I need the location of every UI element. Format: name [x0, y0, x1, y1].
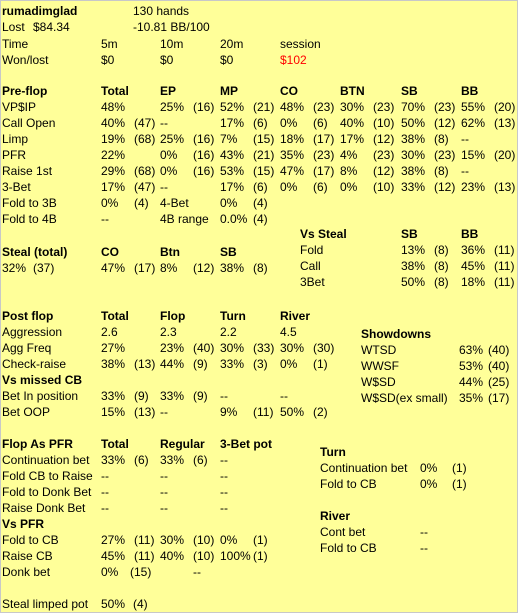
- preflop-cell: 0%: [160, 148, 178, 162]
- steal-cell: 47%: [101, 261, 126, 275]
- flop-pfr-header-cell: 3-Bet pot: [220, 437, 272, 451]
- vs-pfr-cell: (1): [253, 549, 268, 563]
- preflop-header-cell: BTN: [340, 84, 365, 98]
- preflop-cell: 17%: [220, 180, 245, 194]
- preflop-cell: (23): [434, 100, 456, 114]
- vs-steal-row-label: Fold: [300, 243, 324, 257]
- preflop-cell: 38%: [401, 164, 426, 178]
- missed-cb-cell: (13): [134, 405, 156, 419]
- preflop-cell: 33%: [401, 180, 426, 194]
- missed-cb-row-label: Bet OOP: [2, 405, 51, 419]
- preflop-header-cell: Pre-flop: [2, 84, 48, 98]
- vs-steal-row-label: 3Bet: [300, 275, 325, 289]
- flop-pfr-cell: --: [101, 485, 109, 499]
- postflop-cell: (1): [313, 357, 328, 371]
- preflop-cell: (10): [373, 180, 395, 194]
- flop-pfr-header-cell: Total: [101, 437, 129, 451]
- showdown-n: (40): [488, 343, 510, 357]
- postflop-cell: 44%: [160, 357, 185, 371]
- steal-col-sb: SB: [220, 245, 237, 259]
- missed-cb-cell: (9): [193, 389, 208, 403]
- turn-row-n: (1): [452, 461, 467, 475]
- preflop-cell: 17%: [220, 116, 245, 130]
- flop-pfr-cell: (6): [134, 453, 149, 467]
- flop-pfr-cell: --: [160, 485, 168, 499]
- preflop-cell: (4): [134, 196, 149, 210]
- steal-total-n: (37): [33, 261, 55, 275]
- preflop-cell: 19%: [101, 132, 126, 146]
- postflop-header-cell: River: [280, 309, 311, 323]
- flop-pfr-row-label: Fold CB to Raise: [2, 469, 93, 483]
- postflop-cell: 2.3: [160, 325, 177, 339]
- preflop-header-cell: EP: [160, 84, 177, 98]
- time-col-session: session: [280, 37, 321, 51]
- wonlost-label: Won/lost: [2, 53, 49, 67]
- flop-pfr-cell: --: [220, 469, 228, 483]
- postflop-cell: (30): [313, 341, 335, 355]
- vs-pfr-cell: 0%: [101, 565, 119, 579]
- vs-pfr-cell: (11): [134, 549, 155, 563]
- preflop-row-label: VP$IP: [2, 100, 37, 114]
- preflop-cell: 0.0%: [220, 212, 248, 226]
- preflop-cell: --: [160, 180, 168, 194]
- vs-pfr-cell: (10): [193, 533, 215, 547]
- preflop-cell: --: [461, 164, 469, 178]
- preflop-header-cell: MP: [220, 84, 238, 98]
- river-row-value: --: [420, 541, 428, 555]
- vs-steal-cell: (8): [434, 275, 449, 289]
- turn-title: Turn: [320, 445, 346, 459]
- flop-pfr-cell: (6): [193, 453, 208, 467]
- preflop-cell: 25%: [160, 100, 185, 114]
- preflop-cell: 4-Bet: [160, 196, 189, 210]
- river-row-label: Cont bet: [320, 525, 366, 539]
- river-title: River: [320, 509, 351, 523]
- steal-cell: 8%: [160, 261, 178, 275]
- postflop-cell: 2.6: [101, 325, 118, 339]
- preflop-cell: (23): [313, 148, 335, 162]
- preflop-row-label: Raise 1st: [2, 164, 53, 178]
- time-col-5m: 5m: [101, 37, 118, 51]
- preflop-cell: (6): [313, 116, 328, 130]
- preflop-cell: (16): [193, 164, 215, 178]
- postflop-header-cell: Total: [101, 309, 129, 323]
- preflop-cell: (16): [193, 148, 215, 162]
- steal-cell: 38%: [220, 261, 245, 275]
- preflop-cell: 30%: [340, 100, 365, 114]
- missed-cb-cell: --: [220, 389, 228, 403]
- showdown-label: W$SD(ex small): [361, 391, 448, 405]
- flop-pfr-cell: --: [101, 501, 109, 515]
- preflop-cell: (47): [134, 180, 156, 194]
- vs-pfr-cell: 40%: [160, 549, 185, 563]
- steal-limped-label: Steal limped pot: [2, 597, 89, 611]
- preflop-cell: (23): [313, 100, 335, 114]
- vs-steal-col-sb: SB: [401, 227, 418, 241]
- missed-cb-cell: --: [280, 389, 288, 403]
- wonlost-10m: $0: [160, 53, 174, 67]
- preflop-cell: 17%: [340, 132, 365, 146]
- preflop-cell: 47%: [280, 164, 305, 178]
- preflop-cell: (13): [494, 116, 516, 130]
- preflop-cell: (6): [313, 180, 328, 194]
- turn-row-value: 0%: [420, 461, 438, 475]
- vs-steal-cell: (8): [434, 259, 449, 273]
- postflop-header-cell: Turn: [220, 309, 246, 323]
- showdown-value: 44%: [459, 375, 484, 389]
- preflop-cell: 23%: [461, 180, 486, 194]
- preflop-cell: (12): [373, 164, 395, 178]
- preflop-cell: 48%: [101, 100, 126, 114]
- vs-pfr-cell: 0%: [220, 533, 238, 547]
- preflop-cell: (20): [494, 100, 516, 114]
- vs-pfr-cell: (10): [193, 549, 215, 563]
- flop-pfr-cell: --: [220, 485, 228, 499]
- flop-pfr-cell: --: [220, 453, 228, 467]
- missed-cb-cell: 33%: [160, 389, 185, 403]
- showdown-n: (40): [488, 359, 510, 373]
- preflop-cell: 52%: [220, 100, 245, 114]
- flop-pfr-row-label: Fold to Donk Bet: [2, 485, 92, 499]
- lost-amount: $84.34: [33, 20, 70, 34]
- vs-steal-cell: 18%: [461, 275, 486, 289]
- flop-pfr-row-label: Raise Donk Bet: [2, 501, 86, 515]
- preflop-header-cell: CO: [280, 84, 298, 98]
- preflop-cell: 70%: [401, 100, 426, 114]
- vs-steal-col-bb: BB: [461, 227, 479, 241]
- player-name: rumadimglad: [2, 4, 78, 18]
- vs-steal-cell: (11): [494, 259, 515, 273]
- preflop-cell: (4): [253, 212, 268, 226]
- preflop-cell: --: [461, 132, 469, 146]
- preflop-cell: 0%: [160, 164, 178, 178]
- wonlost-20m: $0: [220, 53, 234, 67]
- lost-label: Lost: [2, 20, 25, 34]
- preflop-cell: 15%: [461, 148, 486, 162]
- postflop-cell: (40): [193, 341, 215, 355]
- preflop-cell: (17): [313, 164, 335, 178]
- preflop-cell: (17): [313, 132, 335, 146]
- vs-steal-cell: (11): [494, 243, 515, 257]
- steal-col-btn: Btn: [160, 245, 180, 259]
- vs-pfr-cell: 27%: [101, 533, 126, 547]
- preflop-cell: (20): [494, 148, 516, 162]
- postflop-header-cell: Post flop: [2, 309, 54, 323]
- preflop-header-cell: Total: [101, 84, 129, 98]
- preflop-cell: 35%: [280, 148, 305, 162]
- flop-pfr-cell: --: [160, 469, 168, 483]
- preflop-cell: --: [101, 212, 109, 226]
- vs-pfr-cell: (11): [134, 533, 155, 547]
- showdown-value: 53%: [459, 359, 484, 373]
- preflop-cell: 25%: [160, 132, 185, 146]
- vs-pfr-cell: 100%: [220, 549, 251, 563]
- postflop-cell: 4.5: [280, 325, 297, 339]
- preflop-cell: 4%: [340, 148, 358, 162]
- vs-steal-cell: 45%: [461, 259, 486, 273]
- postflop-row-label: Aggression: [2, 325, 63, 339]
- vs-pfr-cell: --: [193, 565, 201, 579]
- flop-pfr-cell: 33%: [160, 453, 185, 467]
- vs-steal-row-label: Call: [300, 259, 321, 273]
- preflop-cell: 0%: [280, 180, 298, 194]
- turn-row-n: (1): [452, 477, 467, 491]
- postflop-cell: 2.2: [220, 325, 237, 339]
- vs-pfr-title: Vs PFR: [2, 517, 45, 531]
- flop-pfr-cell: --: [220, 501, 228, 515]
- postflop-cell: 0%: [280, 357, 298, 371]
- vs-pfr-cell: 30%: [160, 533, 185, 547]
- flop-pfr-header-cell: Flop As PFR: [2, 437, 73, 451]
- preflop-cell: (68): [134, 164, 156, 178]
- preflop-cell: (47): [134, 116, 156, 130]
- postflop-row-label: Check-raise: [2, 357, 67, 371]
- preflop-cell: (8): [434, 132, 449, 146]
- showdown-value: 35%: [459, 391, 484, 405]
- missed-cb-cell: 9%: [220, 405, 238, 419]
- preflop-cell: 43%: [220, 148, 245, 162]
- preflop-cell: 17%: [101, 180, 126, 194]
- preflop-cell: 0%: [101, 196, 119, 210]
- preflop-cell: (21): [253, 148, 275, 162]
- showdown-label: WTSD: [361, 343, 397, 357]
- preflop-cell: (16): [193, 132, 215, 146]
- preflop-cell: (12): [373, 132, 395, 146]
- preflop-cell: 48%: [280, 100, 305, 114]
- postflop-cell: 30%: [280, 341, 305, 355]
- vs-pfr-cell: (1): [253, 533, 268, 547]
- vs-steal-cell: 36%: [461, 243, 486, 257]
- vs-pfr-row-label: Fold to CB: [2, 533, 59, 547]
- preflop-cell: (12): [434, 116, 456, 130]
- showdown-n: (25): [488, 375, 510, 389]
- missed-cb-row-label: Bet In position: [2, 389, 79, 403]
- preflop-row-label: Call Open: [2, 116, 56, 130]
- vs-steal-cell: 38%: [401, 259, 426, 273]
- missed-cb-cell: 15%: [101, 405, 126, 419]
- missed-cb-cell: (11): [253, 405, 274, 419]
- preflop-cell: 40%: [101, 116, 126, 130]
- preflop-cell: 8%: [340, 164, 358, 178]
- flop-pfr-row-label: Continuation bet: [2, 453, 90, 467]
- hands-count: 130 hands: [133, 4, 190, 18]
- turn-row-label: Continuation bet: [320, 461, 408, 475]
- preflop-cell: 50%: [401, 116, 426, 130]
- vs-steal-title: Vs Steal: [300, 227, 347, 241]
- missed-cb-cell: 50%: [280, 405, 305, 419]
- preflop-cell: (10): [373, 116, 395, 130]
- time-col-10m: 10m: [160, 37, 184, 51]
- postflop-cell: (3): [253, 357, 268, 371]
- preflop-header-cell: SB: [401, 84, 418, 98]
- missed-cb-cell: --: [160, 405, 168, 419]
- preflop-cell: 22%: [101, 148, 126, 162]
- bb-per-100: -10.81 BB/100: [133, 20, 210, 34]
- preflop-cell: 29%: [101, 164, 126, 178]
- postflop-cell: 30%: [220, 341, 245, 355]
- vs-pfr-row-label: Donk bet: [2, 565, 51, 579]
- turn-row-value: 0%: [420, 477, 438, 491]
- flop-pfr-cell: --: [101, 469, 109, 483]
- preflop-row-label: Fold to 4B: [2, 212, 57, 226]
- postflop-cell: (9): [193, 357, 208, 371]
- steal-limped-value: 50%: [101, 597, 126, 611]
- steal-title: Steal (total): [2, 245, 68, 259]
- missed-cb-cell: (9): [134, 389, 149, 403]
- preflop-cell: 53%: [220, 164, 245, 178]
- showdowns-title: Showdowns: [361, 327, 431, 341]
- postflop-cell: 23%: [160, 341, 185, 355]
- preflop-cell: (4): [253, 196, 268, 210]
- preflop-cell: --: [160, 116, 168, 130]
- steal-cell: (8): [253, 261, 268, 275]
- preflop-cell: 0%: [280, 116, 298, 130]
- preflop-cell: (8): [434, 164, 449, 178]
- missed-cb-cell: (2): [313, 405, 328, 419]
- preflop-cell: (12): [434, 180, 456, 194]
- flop-pfr-header-cell: Regular: [160, 437, 205, 451]
- postflop-cell: 27%: [101, 341, 126, 355]
- preflop-row-label: 3-Bet: [2, 180, 31, 194]
- preflop-cell: (16): [193, 100, 215, 114]
- preflop-cell: 55%: [461, 100, 486, 114]
- showdown-value: 63%: [459, 343, 484, 357]
- preflop-cell: (23): [373, 148, 395, 162]
- preflop-cell: (68): [134, 132, 156, 146]
- preflop-cell: 4B range: [160, 212, 209, 226]
- vs-pfr-cell: (15): [130, 565, 152, 579]
- vs-steal-cell: 50%: [401, 275, 426, 289]
- preflop-cell: (15): [253, 164, 275, 178]
- preflop-cell: 30%: [401, 148, 426, 162]
- showdown-n: (17): [488, 391, 510, 405]
- preflop-cell: (13): [494, 180, 516, 194]
- steal-cell: (12): [193, 261, 215, 275]
- wonlost-session: $102: [280, 53, 307, 67]
- preflop-cell: 7%: [220, 132, 238, 146]
- preflop-cell: 18%: [280, 132, 305, 146]
- showdown-label: W$SD: [361, 375, 396, 389]
- postflop-cell: 33%: [220, 357, 245, 371]
- preflop-cell: 0%: [220, 196, 238, 210]
- vs-pfr-cell: 45%: [101, 549, 126, 563]
- steal-cell: (17): [134, 261, 156, 275]
- preflop-cell: (21): [253, 100, 275, 114]
- flop-pfr-cell: --: [160, 501, 168, 515]
- preflop-cell: 38%: [401, 132, 426, 146]
- vs-pfr-row-label: Raise CB: [2, 549, 53, 563]
- postflop-cell: 38%: [101, 357, 126, 371]
- steal-limped-n: (4): [133, 597, 148, 611]
- river-row-value: --: [420, 525, 428, 539]
- preflop-header-cell: BB: [461, 84, 479, 98]
- preflop-cell: (23): [373, 100, 395, 114]
- preflop-cell: 62%: [461, 116, 486, 130]
- showdown-label: WWSF: [361, 359, 399, 373]
- steal-total: 32%: [2, 261, 27, 275]
- postflop-cell: (33): [253, 341, 275, 355]
- postflop-row-label: Agg Freq: [2, 341, 52, 355]
- missed-cb-cell: 33%: [101, 389, 126, 403]
- postflop-cell: (13): [134, 357, 156, 371]
- preflop-cell: (6): [253, 116, 268, 130]
- turn-row-label: Fold to CB: [320, 477, 377, 491]
- preflop-cell: (6): [253, 180, 268, 194]
- vs-steal-cell: (8): [434, 243, 449, 257]
- preflop-row-label: PFR: [2, 148, 26, 162]
- time-label: Time: [2, 37, 29, 51]
- vs-steal-cell: 13%: [401, 243, 426, 257]
- preflop-row-label: Limp: [2, 132, 29, 146]
- vs-missed-cb-title: Vs missed CB: [2, 373, 83, 387]
- steal-col-co: CO: [101, 245, 119, 259]
- vs-steal-cell: (11): [494, 275, 515, 289]
- time-col-20m: 20m: [220, 37, 244, 51]
- flop-pfr-cell: 33%: [101, 453, 126, 467]
- preflop-row-label: Fold to 3B: [2, 196, 57, 210]
- wonlost-5m: $0: [101, 53, 115, 67]
- preflop-cell: 0%: [340, 180, 358, 194]
- river-row-label: Fold to CB: [320, 541, 377, 555]
- preflop-cell: (23): [434, 148, 456, 162]
- postflop-header-cell: Flop: [160, 309, 186, 323]
- preflop-cell: 40%: [340, 116, 365, 130]
- preflop-cell: (15): [253, 132, 275, 146]
